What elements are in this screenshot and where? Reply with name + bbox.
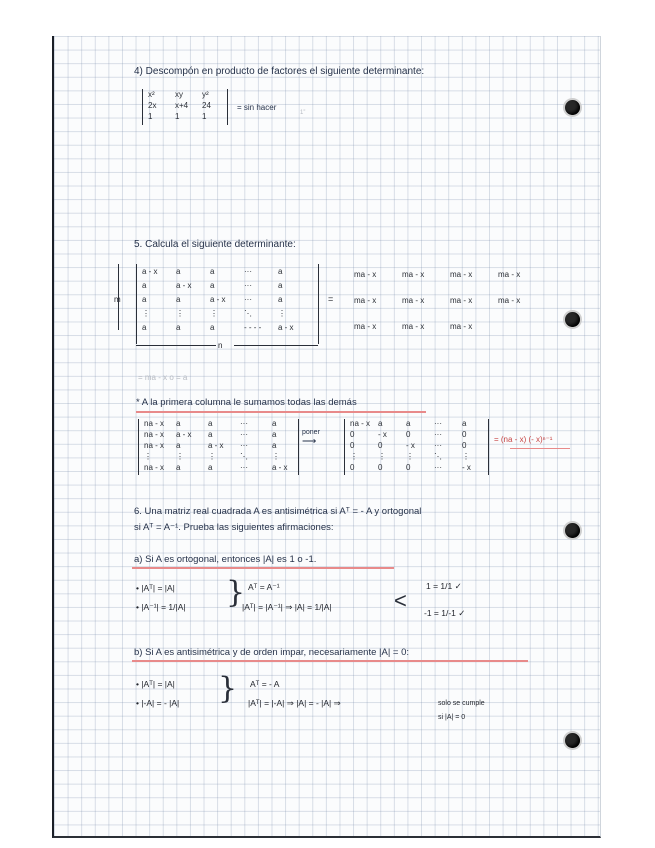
matrix-cell: a [210, 281, 215, 290]
part-a-bullet-1: • |Aᵀ| = |A| [136, 583, 175, 593]
matrix-bar-left [138, 419, 139, 475]
problem-5-result: = (na - x) (- x)ⁿ⁻¹ [494, 435, 553, 444]
matrix-cell: 0 [406, 430, 411, 439]
matrix-cell: a [142, 323, 147, 332]
matrix-cell: ··· [434, 430, 442, 439]
matrix-cell: x+4 [175, 101, 189, 110]
matrix-cell: a [176, 419, 181, 428]
part-b-title: b) Si A es antisimétrica y de orden impar, necesariamente |A| = 0: [134, 647, 410, 658]
matrix-cell: ⋮ [208, 452, 216, 461]
problem-5-note: * A la primera columna le sumamos todas las demás [136, 397, 357, 408]
matrix-cell: - x [406, 441, 415, 450]
matrix-cell: a - x [272, 463, 288, 472]
part-b-bullet-1: • |Aᵀ| = |A| [136, 679, 175, 689]
matrix-cell: ⋮ [378, 452, 386, 461]
matrix-bar-right [227, 89, 228, 125]
matrix-cell: 1 [175, 112, 180, 121]
matrix-cell: ··· [244, 295, 252, 304]
part-a-highlight [132, 567, 394, 569]
matrix-cell: a [272, 441, 277, 450]
matrix-cell: a [176, 295, 181, 304]
binder-hole [565, 312, 580, 327]
n-label: n [218, 341, 223, 350]
matrix-cell: ⋮ [176, 309, 184, 318]
matrix-cell: ⋱ [240, 452, 248, 461]
matrix-cell: na - x [144, 419, 165, 428]
problem-4-mark: 1” [300, 110, 306, 116]
matrix-cell: ma - x [402, 270, 425, 279]
matrix-cell: - x [462, 463, 471, 472]
matrix-cell: 1 [202, 112, 207, 121]
matrix-bar-left [142, 89, 143, 125]
equals-sign: = [328, 294, 334, 304]
matrix-cell: a [208, 430, 213, 439]
problem-6-title-line2: si Aᵀ = A⁻¹. Prueba las siguientes afirmaciones: [134, 522, 334, 533]
notebook-page [52, 36, 601, 838]
part-b-bullet-2: • |-A| = - |A| [136, 698, 180, 708]
matrix-cell: ma - x [402, 296, 425, 305]
matrix-cell: na - x [350, 419, 371, 428]
part-b-eq-1: Aᵀ = - A [250, 679, 280, 689]
matrix-cell: 0 [350, 463, 355, 472]
matrix-cell: ma - x [450, 296, 473, 305]
arrow-icon: ⟶ [302, 436, 317, 447]
matrix-cell: a [176, 441, 181, 450]
matrix-cell: ⋮ [272, 452, 280, 461]
matrix-cell: ma - x [450, 270, 473, 279]
matrix-cell: xy [175, 90, 183, 99]
matrix-cell: ma - x [402, 322, 425, 331]
matrix-bar-right [488, 419, 489, 475]
matrix-cell: a [272, 430, 277, 439]
matrix-cell: a [210, 323, 215, 332]
brace-icon: } [226, 575, 246, 610]
matrix-cell: a [176, 463, 181, 472]
matrix-cell: ⋱ [244, 309, 252, 318]
matrix-cell: a [176, 267, 181, 276]
matrix-cell: 0 [350, 430, 355, 439]
matrix-cell: a [462, 419, 467, 428]
part-b-eq-2: |Aᵀ| = |-A| ⇒ |A| = - |A| ⇒ [248, 698, 341, 708]
matrix-cell: na - x [144, 430, 165, 439]
matrix-cell: ··· [434, 441, 442, 450]
matrix-cell: ⋮ [144, 452, 152, 461]
matrix-cell: a [272, 419, 277, 428]
matrix-cell: 0 [378, 441, 383, 450]
matrix-cell: a [208, 419, 213, 428]
matrix-cell: ⋮ [278, 309, 286, 318]
problem-4-title: 4) Descompón en producto de factores el siguiente determinante: [134, 66, 425, 77]
matrix-cell: a [142, 295, 147, 304]
matrix-cell: ··· [240, 430, 248, 439]
part-a-eq-1: Aᵀ = A⁻¹ [248, 582, 280, 592]
matrix-cell: a - x [208, 441, 224, 450]
matrix-cell: 24 [202, 101, 211, 110]
matrix-cell: a [406, 419, 411, 428]
result-underline [510, 448, 570, 449]
matrix-cell: ··· [240, 419, 248, 428]
matrix-cell: a - x [278, 323, 294, 332]
matrix-cell: a [278, 295, 283, 304]
matrix-cell: a - x [142, 267, 158, 276]
matrix-cell: ··· [240, 441, 248, 450]
matrix-cell: a [210, 267, 215, 276]
n-rule-right [234, 345, 318, 346]
matrix-cell: 0 [406, 463, 411, 472]
brace-icon: } [218, 671, 238, 706]
matrix-cell: - x [378, 430, 387, 439]
matrix-bar-left [136, 264, 137, 344]
faint-equation: = ma - x o = a [138, 373, 188, 382]
matrix-cell: ma - x [450, 322, 473, 331]
part-a-title: a) Si A es ortogonal, entonces |A| es 1 o -1. [134, 554, 317, 565]
matrix-cell: ma - x [354, 296, 377, 305]
matrix-cell: ⋮ [406, 452, 414, 461]
part-b-conclusion-2: si |A| = 0 [438, 714, 466, 721]
matrix-cell: 1 [148, 112, 153, 121]
matrix-cell: y² [202, 90, 209, 99]
problem-5-title: 5. Calcula el siguiente determinante: [134, 239, 296, 250]
matrix-cell: ⋮ [176, 452, 184, 461]
matrix-bar-right [318, 264, 319, 344]
matrix-cell: x² [148, 90, 155, 99]
matrix-cell: a [142, 281, 147, 290]
matrix-cell: na - x [144, 441, 165, 450]
matrix-bar-right [298, 419, 299, 475]
part-a-bullet-2: • |A⁻¹| = 1/|A| [136, 602, 186, 612]
m-label: m [114, 295, 121, 304]
matrix-cell: 0 [378, 463, 383, 472]
matrix-cell: a [176, 323, 181, 332]
matrix-cell: ··· [434, 419, 442, 428]
matrix-cell: - - - - [244, 323, 262, 332]
matrix-cell: 0 [462, 430, 467, 439]
matrix-bar-left [344, 419, 345, 475]
matrix-cell: a - x [176, 281, 192, 290]
matrix-cell: 2x [148, 101, 157, 110]
matrix-cell: a - x [176, 430, 192, 439]
arrow-label: poner [302, 429, 320, 436]
problem-6-title-line1: 6. Una matriz real cuadrada A es antisimétrica si Aᵀ = - A y ortogonal [134, 506, 422, 517]
matrix-cell: 0 [462, 441, 467, 450]
part-a-check-1: 1 = 1/1 ✓ [426, 581, 462, 591]
part-b-highlight [132, 660, 528, 662]
binder-hole [565, 733, 580, 748]
binder-hole [565, 100, 580, 115]
matrix-cell: ··· [244, 267, 252, 276]
matrix-cell: ⋱ [434, 452, 442, 461]
part-a-eq-2: |Aᵀ| = |A⁻¹| ⇒ |A| = 1/|A| [242, 602, 332, 612]
matrix-cell: a - x [210, 295, 226, 304]
note-highlight [136, 411, 426, 413]
matrix-cell: ⋮ [350, 452, 358, 461]
matrix-cell: ⋮ [142, 309, 150, 318]
matrix-cell: ma - x [354, 322, 377, 331]
matrix-cell: 0 [350, 441, 355, 450]
matrix-cell: ma - x [498, 270, 521, 279]
part-b-conclusion-1: solo se cumple [438, 700, 485, 707]
part-a-check-2: -1 = 1/-1 ✓ [424, 608, 466, 618]
problem-4-result: = sin hacer [237, 103, 277, 112]
branch-arrow-icon: < [394, 588, 407, 613]
matrix-cell: a [278, 267, 283, 276]
matrix-cell: ··· [240, 463, 248, 472]
n-rule-left [136, 345, 216, 346]
matrix-cell: na - x [144, 463, 165, 472]
matrix-cell: ma - x [498, 296, 521, 305]
matrix-cell: a [278, 281, 283, 290]
matrix-cell: a [378, 419, 383, 428]
matrix-cell: ··· [244, 281, 252, 290]
matrix-cell: a [208, 463, 213, 472]
binder-hole [565, 523, 580, 538]
matrix-cell: ma - x [354, 270, 377, 279]
matrix-cell: ⋮ [210, 309, 218, 318]
matrix-cell: ··· [434, 463, 442, 472]
matrix-cell: ⋮ [462, 452, 470, 461]
